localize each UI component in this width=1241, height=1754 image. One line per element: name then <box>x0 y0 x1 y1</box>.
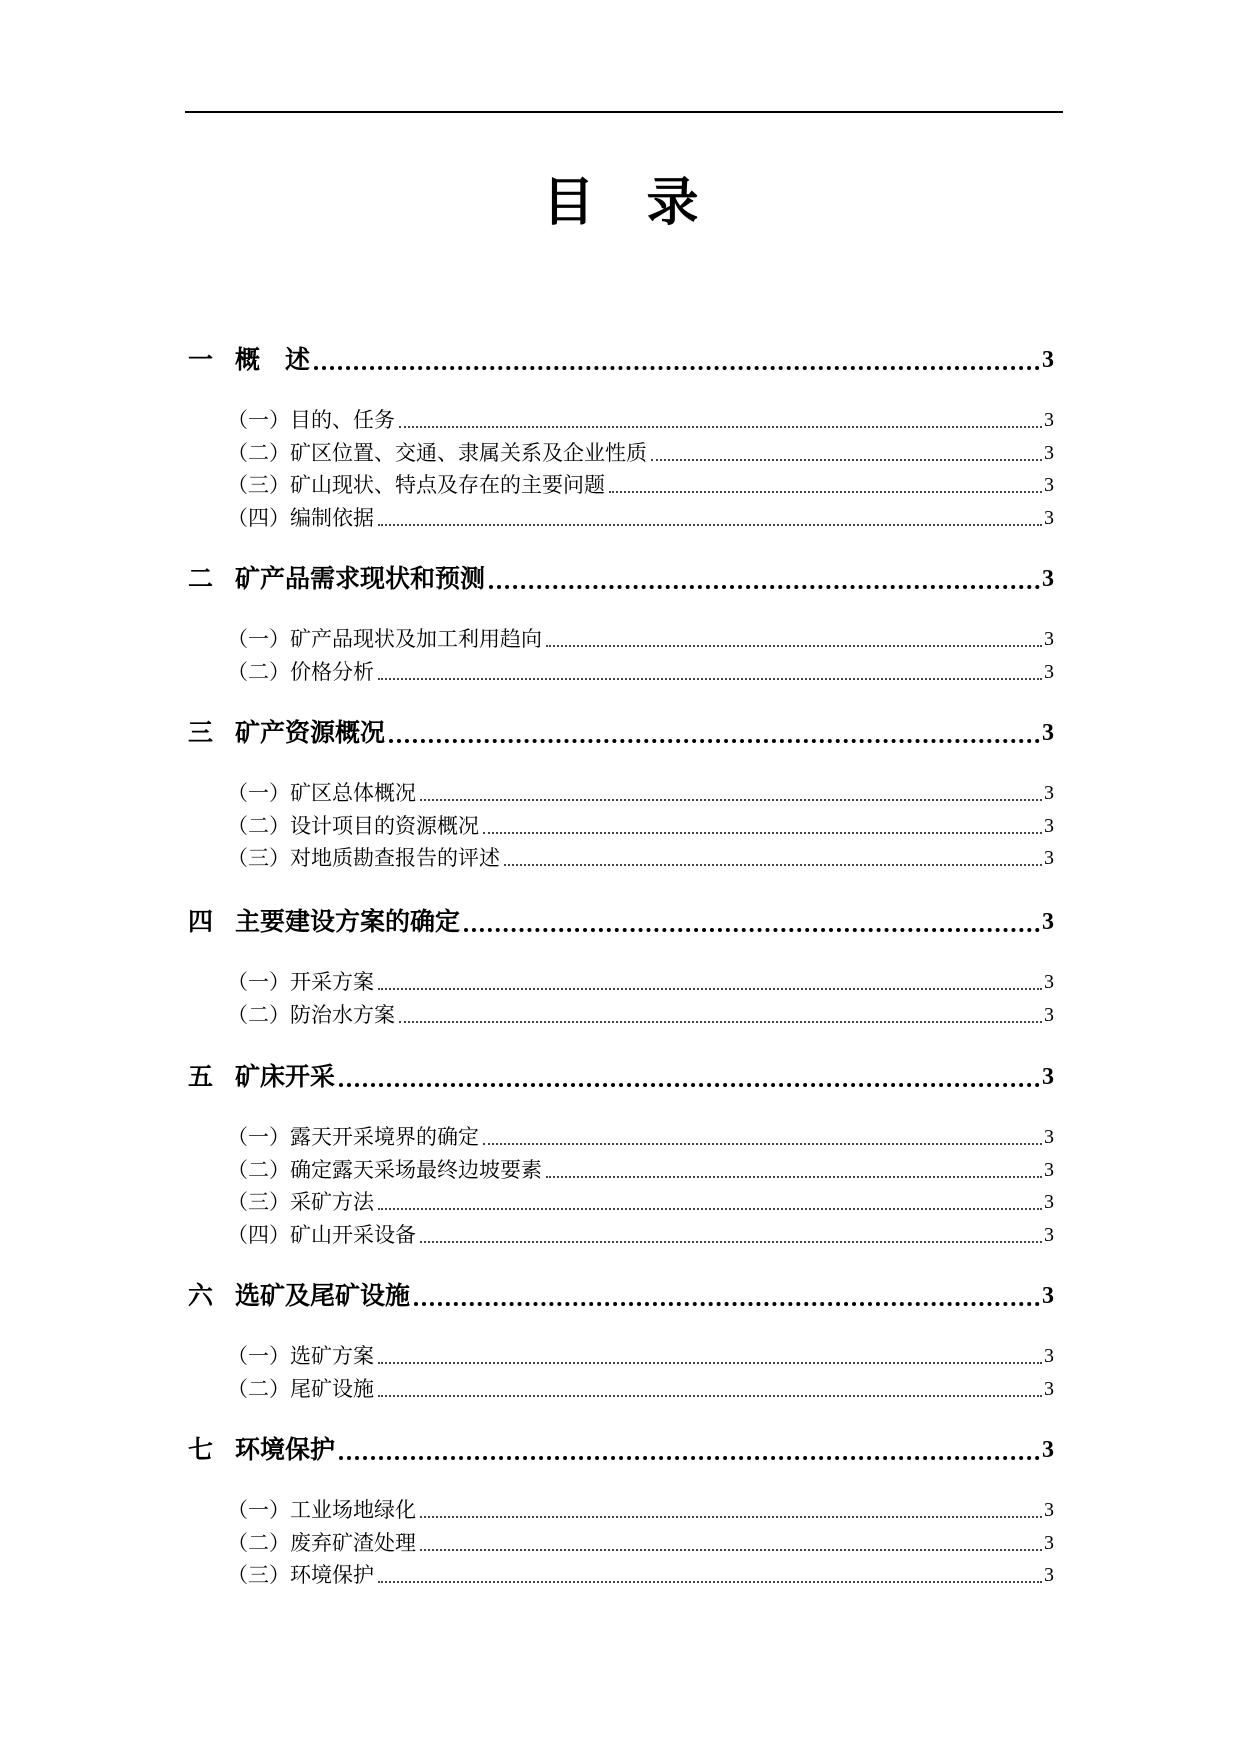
toc-entry-row <box>227 999 1054 1031</box>
page-number: 3 <box>1044 1158 1054 1181</box>
toc-entry-row <box>188 344 1054 376</box>
chapter-title <box>188 1061 335 1093</box>
toc-entry-row <box>227 623 1054 655</box>
page-number: 3 <box>1042 566 1054 592</box>
entry-text: （三）矿山现状、特点及存在的主要问题 <box>227 473 605 497</box>
toc-entry-row <box>227 777 1054 809</box>
toc-section-entry[interactable] <box>0 1121 1241 1153</box>
dot-leader <box>651 459 1042 461</box>
dot-leader <box>378 1395 1042 1397</box>
toc-section-entry[interactable] <box>0 1373 1241 1405</box>
dot-leader <box>378 1362 1042 1364</box>
chapter-number: 三 <box>188 718 214 747</box>
dot-leader <box>609 491 1042 493</box>
toc-entry-row <box>227 1559 1054 1591</box>
toc-chapter-entry[interactable] <box>0 717 1241 749</box>
entry-text: 主要建设方案的确定 <box>235 907 461 936</box>
dot-leader <box>414 1302 1040 1306</box>
toc-section-entry[interactable] <box>0 1494 1241 1526</box>
entry-text: 矿产品需求现状和预测 <box>235 564 486 593</box>
dot-leader <box>546 1176 1042 1178</box>
toc-section-entry[interactable] <box>0 623 1241 655</box>
entry-text: （二）矿区位置、交通、隶属关系及企业性质 <box>227 440 647 465</box>
toc-entry-row <box>227 1219 1054 1251</box>
toc-entry-row <box>227 1121 1054 1153</box>
section-title <box>227 1154 542 1186</box>
section-title <box>227 1373 374 1405</box>
section-title <box>227 1527 416 1559</box>
dot-leader <box>504 864 1042 866</box>
toc-section-entry[interactable] <box>0 842 1241 874</box>
page-number: 3 <box>1044 1191 1054 1213</box>
entry-text: （四）矿山开采设备 <box>227 1222 416 1247</box>
toc-chapter-entry[interactable] <box>0 1061 1241 1093</box>
toc-section-entry[interactable] <box>0 1559 1241 1591</box>
chapter-title <box>188 717 385 749</box>
toc-entry-row <box>227 810 1054 842</box>
entry-text: （一）目的、任务 <box>227 408 395 432</box>
page-number: 3 <box>1044 1531 1054 1554</box>
toc-chapter-entry[interactable] <box>0 906 1241 938</box>
chapter-title <box>188 1280 410 1312</box>
page-number: 3 <box>1044 660 1054 683</box>
section-title <box>227 437 647 469</box>
top-rule <box>185 111 1063 113</box>
dot-leader <box>546 645 1042 647</box>
entry-text: （一）露天开采境界的确定 <box>227 1125 479 1149</box>
dot-leader <box>378 988 1042 990</box>
dot-leader <box>339 1456 1040 1460</box>
entry-text: （一）开采方案 <box>227 970 374 994</box>
dot-leader <box>378 1581 1042 1583</box>
toc-entry-row <box>227 469 1054 501</box>
dot-leader <box>483 832 1042 834</box>
entry-text: （三）采矿方法 <box>227 1190 374 1214</box>
page-number: 3 <box>1044 847 1054 869</box>
toc-entry-row <box>227 1154 1054 1186</box>
entry-text: （二）防治水方案 <box>227 1002 395 1027</box>
toc-section-entry[interactable] <box>0 656 1241 688</box>
chapter-number: 六 <box>188 1281 214 1310</box>
dot-leader <box>339 1083 1040 1087</box>
page-number: 3 <box>1044 814 1054 837</box>
entry-text: （二）废弃矿渣处理 <box>227 1530 416 1555</box>
dot-leader <box>399 426 1042 428</box>
section-title <box>227 842 500 874</box>
toc-entry-row <box>227 437 1054 469</box>
section-title <box>227 404 395 436</box>
toc-chapter-entry[interactable] <box>0 1280 1241 1312</box>
dot-leader <box>378 678 1042 680</box>
toc-section-entry[interactable] <box>0 502 1241 534</box>
page-number: 3 <box>1042 347 1054 373</box>
toc-entry-row <box>227 502 1054 534</box>
dot-leader <box>378 1208 1042 1210</box>
toc-entry-row <box>227 1186 1054 1218</box>
toc-entry-row <box>227 1494 1054 1526</box>
chapter-title <box>188 1434 335 1466</box>
entry-text: 矿产资源概况 <box>235 718 386 747</box>
page-number: 3 <box>1044 1126 1054 1148</box>
page-number: 3 <box>1044 1003 1054 1026</box>
toc-section-entry[interactable] <box>0 1154 1241 1186</box>
chapter-number: 四 <box>188 907 214 936</box>
toc-section-entry[interactable] <box>0 810 1241 842</box>
toc-entry-row <box>227 842 1054 874</box>
dot-leader <box>420 1241 1042 1243</box>
toc-entry-row <box>227 1527 1054 1559</box>
page-number: 3 <box>1044 1499 1054 1521</box>
toc-entry-row <box>227 966 1054 998</box>
entry-text: （二）确定露天采场最终边坡要素 <box>227 1157 542 1182</box>
dot-leader <box>489 585 1040 589</box>
toc-entry-row <box>227 404 1054 436</box>
toc-section-entry[interactable] <box>0 1527 1241 1559</box>
toc-chapter-entry[interactable] <box>0 563 1241 595</box>
entry-text: （三）环境保护 <box>227 1563 374 1587</box>
dot-leader <box>420 1549 1042 1551</box>
toc-entry-row <box>188 563 1054 595</box>
page-number: 3 <box>1044 628 1054 650</box>
section-title <box>227 469 605 501</box>
entry-text: （一）矿产品现状及加工利用趋向 <box>227 627 542 651</box>
toc-section-entry[interactable] <box>0 966 1241 998</box>
page-number: 3 <box>1042 1064 1054 1090</box>
section-title <box>227 1340 374 1372</box>
page-number: 3 <box>1044 971 1054 993</box>
toc-entry-row <box>188 1434 1054 1466</box>
toc-entry-row <box>227 1373 1054 1405</box>
page-number: 3 <box>1044 474 1054 496</box>
dot-leader <box>389 739 1040 743</box>
section-title <box>227 810 479 842</box>
page-number: 3 <box>1044 506 1054 529</box>
entry-text: 概 述 <box>235 345 311 374</box>
section-title <box>227 1494 416 1526</box>
toc-section-entry[interactable] <box>0 437 1241 469</box>
chapter-title <box>188 563 485 595</box>
page-number: 3 <box>1044 1223 1054 1246</box>
document-title: 目 录 <box>542 173 699 233</box>
toc-section-entry[interactable] <box>0 1340 1241 1372</box>
section-title <box>227 777 416 809</box>
dot-leader <box>464 928 1040 932</box>
entry-text: （二）尾矿设施 <box>227 1376 374 1401</box>
entry-text: （二）价格分析 <box>227 659 374 684</box>
chapter-number: 一 <box>188 345 214 374</box>
section-title <box>227 502 374 534</box>
toc-section-entry[interactable] <box>0 1186 1241 1218</box>
chapter-number: 七 <box>188 1435 214 1464</box>
entry-text: 选矿及尾矿设施 <box>235 1281 411 1310</box>
page-number: 3 <box>1044 1564 1054 1586</box>
section-title <box>227 1186 374 1218</box>
toc-entry-row <box>188 1280 1054 1312</box>
page-number: 3 <box>1044 782 1054 804</box>
toc-chapter-entry[interactable] <box>0 1434 1241 1466</box>
section-title <box>227 1121 479 1153</box>
toc-section-entry[interactable] <box>0 404 1241 436</box>
entry-text: （一）工业场地绿化 <box>227 1498 416 1522</box>
toc-entry-row <box>188 717 1054 749</box>
dot-leader <box>420 799 1042 801</box>
page-number: 3 <box>1042 909 1054 935</box>
dot-leader <box>314 366 1040 370</box>
section-title <box>227 966 374 998</box>
section-title <box>227 999 395 1031</box>
page-number: 3 <box>1042 1283 1054 1309</box>
dot-leader <box>420 1516 1042 1518</box>
toc-section-entry[interactable] <box>0 469 1241 501</box>
page-number: 3 <box>1044 441 1054 464</box>
toc-entry-row <box>227 656 1054 688</box>
page-number: 3 <box>1042 720 1054 746</box>
section-title <box>227 656 374 688</box>
dot-leader <box>378 524 1042 526</box>
dot-leader <box>399 1021 1042 1023</box>
chapter-number: 二 <box>188 564 214 593</box>
page-number: 3 <box>1044 1377 1054 1400</box>
page-number: 3 <box>1042 1437 1054 1463</box>
chapter-title <box>188 344 310 376</box>
page-number: 3 <box>1044 1345 1054 1367</box>
entry-text: （四）编制依据 <box>227 505 374 530</box>
toc-chapter-entry[interactable] <box>0 344 1241 376</box>
chapter-number: 五 <box>188 1062 214 1091</box>
entry-text: （一）选矿方案 <box>227 1344 374 1368</box>
toc-section-entry[interactable] <box>0 777 1241 809</box>
toc-section-entry[interactable] <box>0 1219 1241 1251</box>
chapter-title <box>188 906 460 938</box>
toc-entry-row <box>227 1340 1054 1372</box>
entry-text: 矿床开采 <box>235 1062 336 1091</box>
entry-text: （二）设计项目的资源概况 <box>227 813 479 838</box>
page-number: 3 <box>1044 409 1054 431</box>
section-title <box>227 1559 374 1591</box>
dot-leader <box>483 1143 1042 1145</box>
section-title <box>227 1219 416 1251</box>
toc-entry-row <box>188 906 1054 938</box>
toc-entry-row <box>188 1061 1054 1093</box>
toc-section-entry[interactable] <box>0 999 1241 1031</box>
entry-text: （三）对地质勘查报告的评述 <box>227 846 500 870</box>
entry-text: 环境保护 <box>235 1435 336 1464</box>
section-title <box>227 623 542 655</box>
entry-text: （一）矿区总体概况 <box>227 781 416 805</box>
